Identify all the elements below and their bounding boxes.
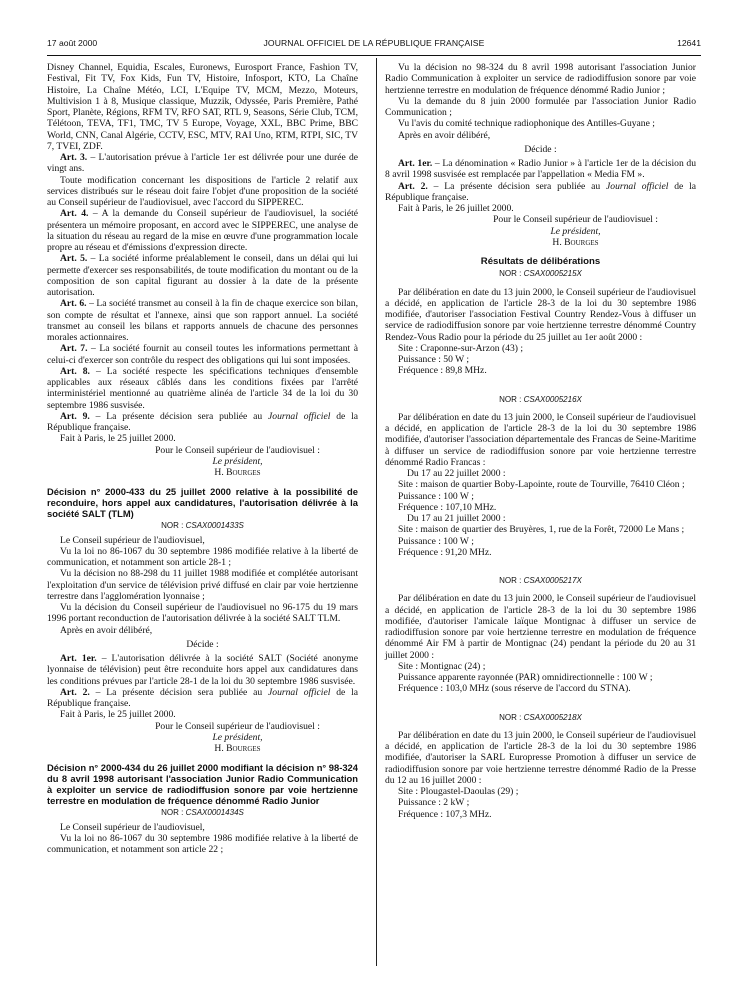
decision-433-p3: Vu la décision no 88-298 du 11 juillet 1988 modifiée et complétée autorisant l'exploitation d'un service de télévision privé diffusé en clair par voie hertzienne terrestre dans l'agglomération lyonnaise ; xyxy=(47,568,358,602)
deliberation-1-power: Puissance : 50 W ; xyxy=(398,354,470,365)
deliberation-3-nor: NOR : CSAX0005217X xyxy=(499,576,582,585)
header-date: 17 août 2000 xyxy=(47,38,98,48)
article-8: Art. 8. – La société respecte les spécifications techniques d'ensemble applicables aux réseaux câblés dans les conditions fixées par l'arrêté interministériel mentionné au quatrième alinéa de l'article 34 de la loi du 30 septembre 1986 susvisée. xyxy=(47,365,358,411)
right-column xyxy=(385,62,696,820)
deliberation-4-frequency: Fréquence : 107,3 MHz. xyxy=(398,808,492,820)
deliberation-2-power-2: Puissance : 100 W ; xyxy=(398,535,474,547)
article-4: Art. 4. – A la demande du Conseil supérieur de l'audiovisuel, la société présentera un mémoire proposant, en accord avec le SIPPEREC, une analyse de la situation du réseau au regard de la mise en œuvre d'une programmation locale propre au réseau et d'émissions d'expression directe. xyxy=(47,208,359,253)
deliberation-2-frequency-2: Fréquence : 91,20 MHz. xyxy=(398,546,492,558)
decision-434-p3: Vu la décision no 98-324 du 8 avril 1998 autorisant l'association Junior Radio Communication à exploiter un service de radiodiffusion sonore par voie hertzienne terrestre en modulation de fréquence dénommé Radio Junior ; xyxy=(385,62,696,96)
deliberation-3-frequency: Fréquence : 103,0 MHz (sous réserve de l'accord du STNA). xyxy=(398,683,631,695)
fait-1: Fait à Paris, le 25 juillet 2000. xyxy=(60,433,176,445)
signature-2-for: Pour le Conseil supérieur de l'audiovisuel : xyxy=(155,720,320,732)
deliberation-1-frequency: Fréquence : 89,8 MHz. xyxy=(398,365,487,377)
deliberation-2-nor: NOR : CSAX0005216X xyxy=(499,394,582,404)
decision-434-article-2: Art. 2. – La présente décision sera publiée au Journal officiel de la République française. xyxy=(385,180,697,203)
signature-1-for: Pour le Conseil supérieur de l'audiovisuel : xyxy=(155,444,320,456)
deliberation-2-power-1: Puissance : 100 W ; xyxy=(398,490,474,502)
decision-434-p2: Vu la loi no 86-1067 du 30 septembre 1986 modifiée relative à la liberté de communication, et notamment son article 22 ; xyxy=(47,832,358,855)
deliberation-4-site: Site : Plougastel-Daoulas (29) ; xyxy=(398,786,519,797)
decision-433-p2: Vu la loi no 86-1067 du 30 septembre 1986 modifiée relative à la liberté de communication, et notamment son article 28-1 ; xyxy=(47,545,358,568)
left-column xyxy=(47,62,358,855)
decision-433-p5: Après en avoir délibéré, xyxy=(60,624,153,636)
decision-434-title: Décision n° 2000-434 du 26 juillet 2000 modifiant la décision n° 98-324 du 8 avril 1998 autorisant l'association Junior Radio Communication à exploiter un service de radiodiffusion sonore par voie hertzienne terrestre en modulation de fréquence dénommé Radio Junior xyxy=(47,762,358,807)
fait-2: Fait à Paris, le 25 juillet 2000. xyxy=(60,709,176,721)
page-number: 12641 xyxy=(677,38,701,48)
signature-3-role: Le président, xyxy=(550,225,601,237)
signature-1-name: H. Bourges xyxy=(214,467,261,478)
decision-434-p6: Après en avoir délibéré, xyxy=(398,129,491,141)
journal-title: JOURNAL OFFICIEL DE LA RÉPUBLIQUE FRANÇAISE xyxy=(263,38,485,48)
signature-1-role: Le président, xyxy=(212,455,263,467)
fait-3: Fait à Paris, le 26 juillet 2000. xyxy=(398,203,514,214)
deliberation-2-text: Par délibération en date du 13 juin 2000, le Conseil supérieur de l'audiovisuel a décidé, en application de l'article 28-3 de la loi du 30 septembre 1986 modifiée, d'autoriser l'association départementale des Francas de Seine-Maritime à diffuser un service de radiodiffusion sonore par voie hertzienne terrestre dénommé Radio Francas : xyxy=(385,411,696,468)
decision-434-p4: Vu la demande du 8 juin 2000 formulée par l'association Junior Radio Communication ; xyxy=(385,95,696,118)
header-rule xyxy=(47,55,701,56)
deliberation-3-text: Par délibération en date du 13 juin 2000, le Conseil supérieur de l'audiovisuel a décidé, en application de l'article 28-3 de la loi du 30 septembre 1986 modifiée, d'autoriser l'amicale laïque Montignac à diffuser un service de radiodiffusion sonore par voie hertzienne terrestre en modulation de fréquence dénommé Air FM à partir de Montignac (24) pendant la période du 20 au 31 juillet 2000 : xyxy=(385,593,696,661)
article-6: Art. 6. – La société transmet au conseil à la fin de chaque exercice son bilan, son compte de résultat et l'annexe, ainsi que son rapport annuel. La société transmet au conseil les bilans et rapports annuels de chacune des personnes morales actionnaires. xyxy=(47,298,358,343)
decision-433-article-2: Art. 2. – La présente décision sera publiée au Journal officiel de la République française. xyxy=(47,686,359,709)
decision-434-p1: Le Conseil supérieur de l'audiovisuel, xyxy=(60,821,205,833)
article-3-para-2: Toute modification concernant les dispositions de l'article 2 relatif aux services distribués sur le réseau doit faire l'objet d'une proposition de la société au Conseil supérieur de l'audiovisuel, avec l'accord du SIPPEREC. xyxy=(47,174,358,208)
decision-433-title: Décision n° 2000-433 du 25 juillet 2000 relative à la possibilité de reconduire, hors appel aux candidatures, l'autorisation délivrée à la société SALT (TLM) xyxy=(47,486,358,520)
deliberation-1-text: Par délibération en date du 13 juin 2000, le Conseil supérieur de l'audiovisuel a décidé, en application de l'article 28-3 de la loi du 30 septembre 1986 modifiée, d'autoriser l'association Festival Country Rendez-Vous à diffuser un service de radiodiffusion sonore par voie hertzienne terrestre dénommé Country Rendez-Vous Radio pour la période du 25 juillet au 1er août 2000 : xyxy=(385,286,696,343)
decision-433-p4: Vu la décision du Conseil supérieur de l'audiovisuel no 96-175 du 19 mars 1996 portant reconduction de l'autorisation délivrée à la société SALT TLM. xyxy=(47,602,358,625)
deliberation-2-site-1: Site : maison de quartier Boby-Lapointe, route de Tourville, 76410 Cléon ; xyxy=(398,479,685,491)
deliberation-4-power: Puissance : 2 kW ; xyxy=(398,797,470,809)
decision-433-article-1: Art. 1er. – L'autorisation délivrée à la société SALT (Société anonyme lyonnaise de télévision) peut être reconduite hors appel aux candidatures dans les conditions prévues par l'article 28-1 de la loi du 30 septembre 1986 susvisée. xyxy=(47,653,358,687)
results-title: Résultats de délibérations xyxy=(480,256,601,267)
column-divider xyxy=(376,58,377,966)
decision-434-decide: Décide : xyxy=(524,143,557,155)
signature-2-name: H. Bourges xyxy=(214,743,261,754)
deliberation-2-period-1: Du 17 au 22 juillet 2000 : xyxy=(407,468,506,479)
article-3: Art. 3. – L'autorisation prévue à l'article 1er est délivrée pour une durée de vingt ans. xyxy=(47,152,359,175)
deliberation-2-period-2: Du 17 au 21 juillet 2000 : xyxy=(407,513,506,524)
decision-434-nor: NOR : CSAX0001434S xyxy=(161,808,244,818)
decision-433-p1: Le Conseil supérieur de l'audiovisuel, xyxy=(60,534,205,546)
signature-3-name: H. Bourges xyxy=(552,236,599,248)
deliberation-3-site: Site : Montignac (24) ; xyxy=(398,660,486,672)
channel-list-paragraph: Disney Channel, Equidia, Escales, Euronews, Eurosport France, Fashion TV, Festival, Fit TV, Fox Kids, Fun TV, Histoire, Infosport, KTO, La Chaîne Histoire, La Chaîne Météo, LCI, L'Equipe TV, MCM, Mezzo, Moteurs, Multivision 1 à 8, Musique classique, Muzzik, Odyssée, Paris Première, Pathé Sport, Planète, Régions, RFM TV, RFO SAT, RTL 9, Seasons, Série Club, TCM, Télétoon, TEVA, TF1, TMC, TV 5 Europe, Voyage, XXL, BBC Prime, BBC World, CNN, Canal Algérie, CCTV, ESC, MTV, RAI Uno, RTM, RTPI, SIC, TV 7, TVEI, ZDF. xyxy=(47,62,358,152)
article-7: Art. 7. – La société fournit au conseil toutes les informations permettant à celui-ci d'exercer son contrôle du respect des obligations qui lui sont imposées. xyxy=(47,343,359,366)
article-9: Art. 9. – La présente décision sera publiée au Journal officiel de la République française. xyxy=(47,410,359,433)
deliberation-4-text: Par délibération en date du 13 juin 2000, le Conseil supérieur de l'audiovisuel a décidé, en application de l'article 28-3 de la loi du 30 septembre 1986 modifiée, d'autoriser la SARL Europresse Promotion à diffuser un service de radiodiffusion sonore par voie hertzienne terrestre dénommé Radio de la Presse du 12 au 16 juillet 2000 : xyxy=(385,729,696,786)
deliberation-4-nor: NOR : CSAX0005218X xyxy=(499,712,582,722)
deliberation-1-site: Site : Craponne-sur-Arzon (43) ; xyxy=(398,342,524,354)
decision-433-decide: Décide : xyxy=(186,638,219,650)
signature-3-for: Pour le Conseil supérieur de l'audiovisuel : xyxy=(493,214,658,226)
deliberation-2-frequency-1: Fréquence : 107,10 MHz. xyxy=(398,501,497,513)
deliberation-1-nor: NOR : CSAX0005215X xyxy=(499,269,582,279)
page-header xyxy=(47,38,701,52)
signature-2-role: Le président, xyxy=(212,731,263,743)
article-5: Art. 5. – La société informe préalablement le conseil, dans un délai qui lui permette d'exercer ses responsabilités, de toute modification du montant ou de la composition de son capital figurant au dossier à la date de la présente autorisation. xyxy=(47,253,359,298)
decision-434-article-1: Art. 1er. – La dénomination « Radio Junior » à l'article 1er de la décision du 8 avril 1998 susvisée est remplacée par l'appellation « Media FM ». xyxy=(385,158,696,181)
deliberation-2-site-2: Site : maison de quartier des Bruyères, 1, rue de la Forêt, 72000 Le Mans ; xyxy=(398,524,685,536)
decision-433-nor: NOR : CSAX0001433S xyxy=(161,521,244,531)
deliberation-3-power: Puissance apparente rayonnée (PAR) omnidirectionnelle : 100 W ; xyxy=(398,672,653,683)
decision-434-p5: Vu l'avis du comité technique radiophonique des Antilles-Guyane ; xyxy=(398,118,655,130)
